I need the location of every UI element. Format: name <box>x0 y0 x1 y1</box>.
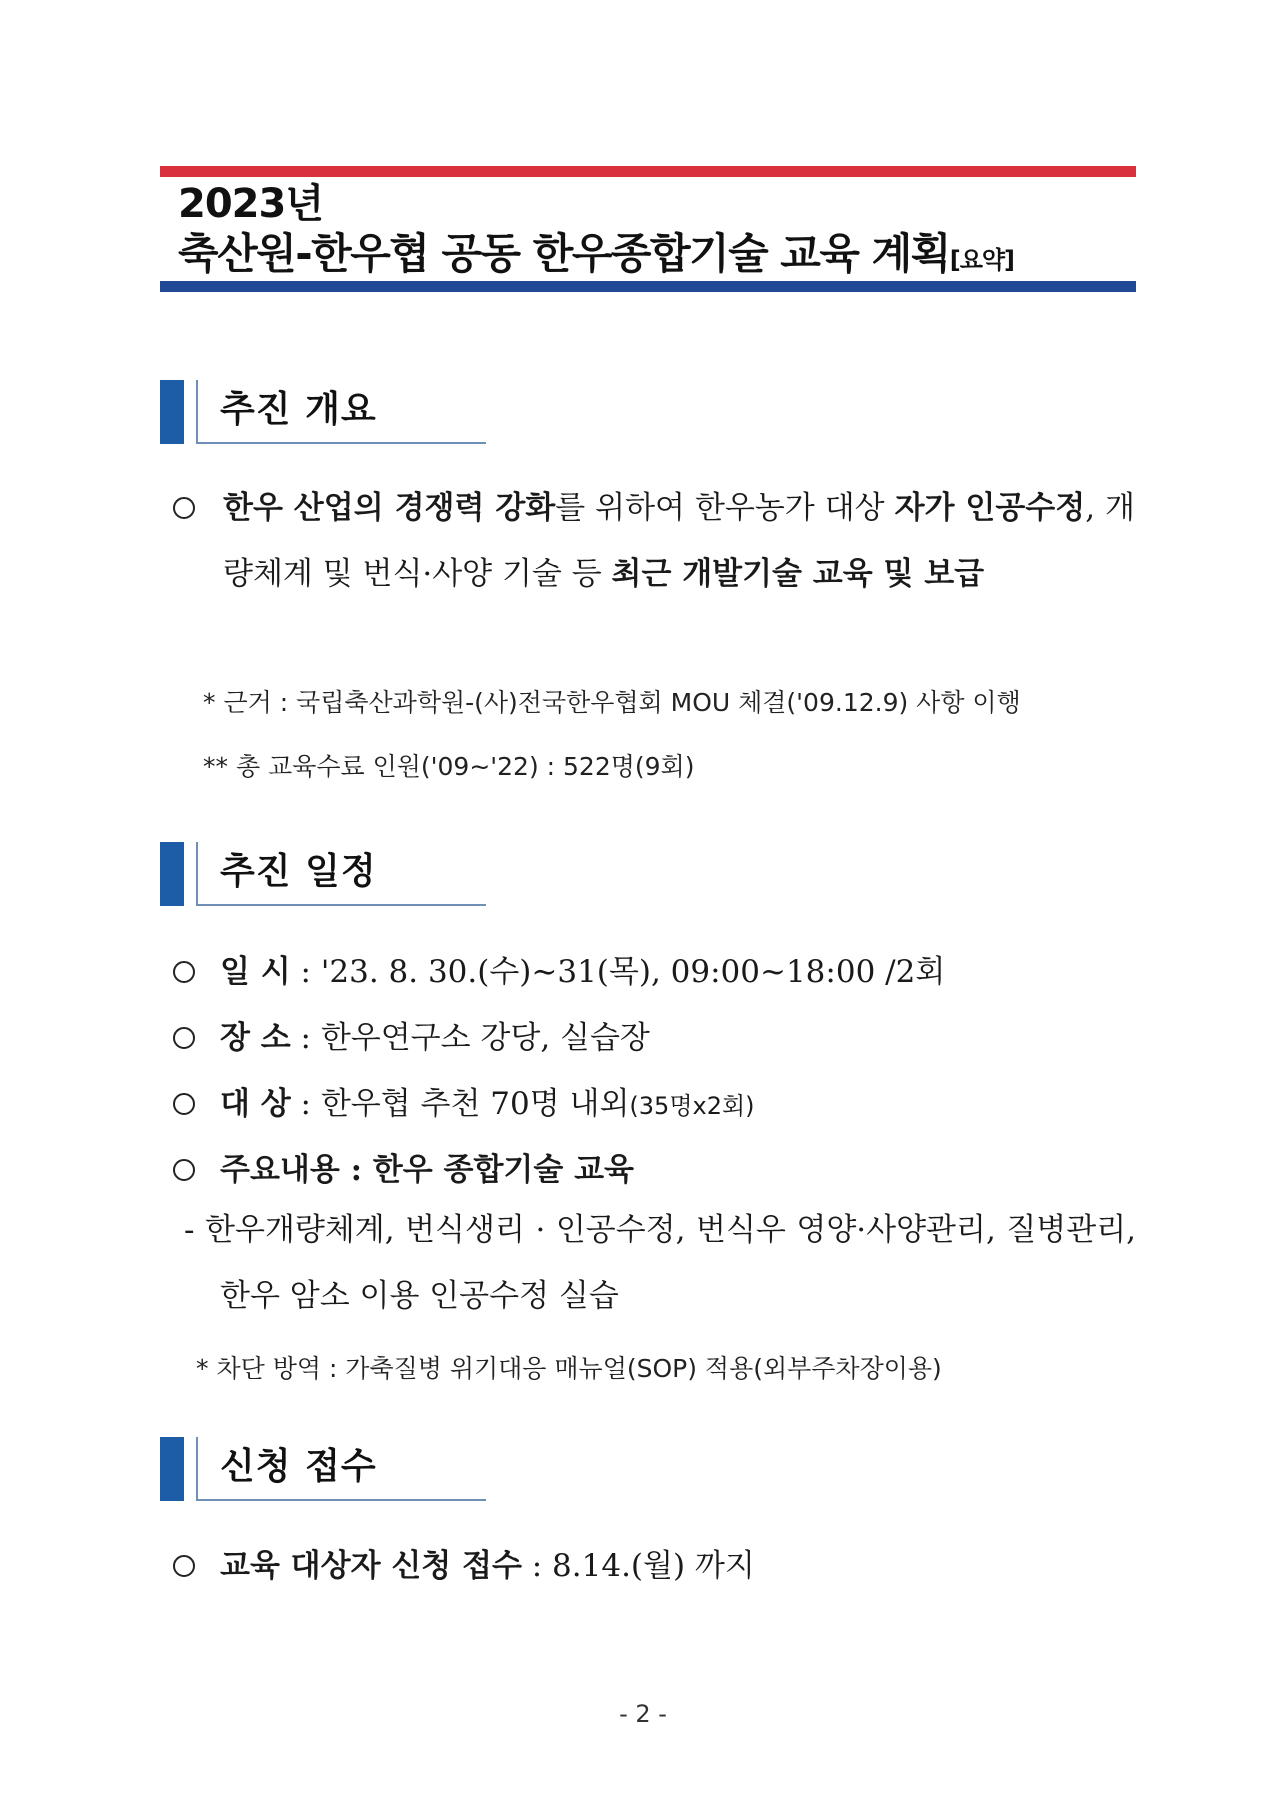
title-main <box>178 228 1014 286</box>
schedule-place-label: 장 소 <box>220 1020 291 1056</box>
section-rule-vertical <box>196 380 198 444</box>
application-label: 교육 대상자 신청 접수 <box>220 1548 522 1584</box>
section-rule-vertical <box>196 1437 198 1501</box>
document-title <box>160 166 1136 292</box>
overview-text-2: , 개량체계 및 번식·사양 기술 등 <box>223 490 1135 592</box>
title-bottom-rule <box>160 281 1136 292</box>
section-rule-vertical <box>196 842 198 906</box>
application-deadline <box>220 1546 755 1586</box>
schedule-content-detail: - 한우개량체계, 번식생리 · 인공수정, 번식우 영양·사양관리, 질병관리, 한우 암소 이용 인공수정 실습 <box>184 1212 1136 1314</box>
schedule-target-value: : 한우협 추천 70명 내외 <box>300 1086 630 1122</box>
overview-emphasis-3: 최근 개발기술 교육 및 보급 <box>611 556 985 592</box>
section-heading-schedule <box>160 842 486 906</box>
overview-text-1: 를 위하여 한우농가 대상 <box>555 490 895 526</box>
overview-paragraph <box>223 475 1135 607</box>
bullet-circle <box>173 961 195 983</box>
title-main-text: 축산원-한우협 공동 한우종합기술 교육 계획 <box>178 229 950 278</box>
section-heading-application <box>160 1437 486 1501</box>
title-year: 2023년 <box>178 181 323 227</box>
schedule-content <box>220 1150 634 1190</box>
schedule-target-detail: (35명x2회) <box>629 1092 755 1120</box>
section-marker <box>160 380 184 444</box>
overview-note-basis: * 근거 : 국립축산과학원-(사)전국한우협회 MOU 체결('09.12.9) 사항 이행 <box>203 688 1021 717</box>
schedule-note-biosecurity: * 차단 방역 : 가축질병 위기대응 매뉴얼(SOP) 적용(외부주차장이용) <box>196 1354 942 1383</box>
section-underline <box>196 442 486 444</box>
title-suffix: [요약] <box>949 246 1015 274</box>
section-title: 신청 접수 <box>220 1446 377 1487</box>
overview-note-graduates: ** 총 교육수료 인원('09∼'22) : 522명(9회) <box>203 752 695 781</box>
schedule-place-value: : 한우연구소 강당, 실습장 <box>300 1020 650 1056</box>
bullet-circle <box>173 1555 195 1577</box>
bullet-circle <box>173 1159 195 1181</box>
section-marker <box>160 842 184 906</box>
schedule-place <box>220 1018 650 1058</box>
application-value: : 8.14.(월) 까지 <box>531 1548 755 1584</box>
schedule-date-label: 일 시 <box>220 954 291 990</box>
section-title: 추진 일정 <box>220 851 377 892</box>
title-top-rule <box>160 166 1136 177</box>
bullet-circle <box>173 1027 195 1049</box>
overview-emphasis-2: 자가 인공수정 <box>894 490 1086 526</box>
page-number: - 2 - <box>619 1700 667 1728</box>
section-title: 추진 개요 <box>220 389 377 430</box>
schedule-date <box>220 952 945 992</box>
schedule-target-label: 대 상 <box>220 1086 291 1122</box>
schedule-target <box>220 1084 755 1126</box>
section-marker <box>160 1437 184 1501</box>
section-heading-overview <box>160 380 486 444</box>
bullet-circle <box>173 497 195 519</box>
section-underline <box>196 1499 486 1501</box>
bullet-circle <box>173 1093 195 1115</box>
section-underline <box>196 904 486 906</box>
schedule-content-label: 주요내용 : 한우 종합기술 교육 <box>220 1152 634 1188</box>
schedule-date-value: : '23. 8. 30.(수)∼31(목), 09:00~18:00 /2회 <box>300 954 946 990</box>
overview-emphasis-1: 한우 산업의 경쟁력 강화 <box>223 490 556 526</box>
